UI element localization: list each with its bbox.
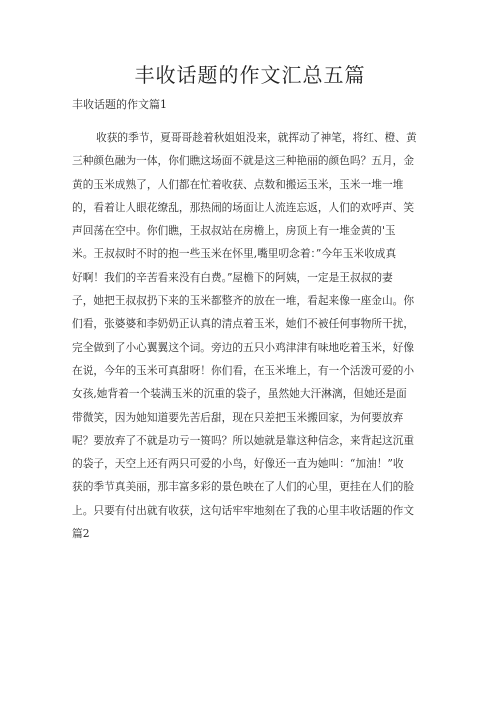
- essay-body: [72, 126, 440, 545]
- text-line: 篇2: [72, 527, 90, 541]
- text-line: 的袋子，天空上还有两只可爱的小鸟，好像还一直为她叫：“加油！”收: [72, 457, 404, 471]
- text-line: 三种颜色融为一体，你们瞧这场面不就是这三种艳丽的颜色吗？五月，金: [72, 154, 415, 168]
- text-line: 们看，张婆婆和李奶奶正认真的清点着玉米，她们不被任何事物所干扰，: [72, 317, 415, 331]
- text-line: 米。王叔叔时不时的抱一些玉米在怀里,嘴里叨念着：”今年玉米收成真: [72, 247, 397, 261]
- text-line: 子，她把王叔叔扔下来的玉米都整齐的放在一堆，看起来像一座金山。你: [72, 294, 415, 308]
- text-line: 在说，今年的玉米可真甜呀！你们看，在玉米堆上，有一个活泼可爱的小: [72, 363, 415, 377]
- text-line: 收获的季节，夏哥哥趁着秋姐姐没来，就挥动了神笔，将红、橙、黄: [96, 131, 417, 144]
- text-line: 黄的玉米成熟了，人们都在忙着收获、点数和搬运玉米，玉米一堆一堆: [72, 177, 404, 191]
- text-line: 声回荡在空中。你们瞧，王叔叔站在房檐上，房顶上有一堆金黄的'玉: [72, 224, 396, 238]
- text-line: 上。只要有付出就有收获，这句话牢牢地刻在了我的心里丰收话题的作文: [72, 503, 415, 517]
- text-line: 女孩,她背着一个装满玉米的沉重的袋子，虽然她大汗淋漓，但她还是面: [72, 387, 407, 401]
- text-line: 带微笑，因为她知道要先苦后甜，现在只差把玉米搬回家，为何要放弃: [72, 410, 404, 424]
- section-heading: 丰收话题的作文篇1: [72, 98, 167, 111]
- text-line: 的，看着让人眼花缭乱，那热闹的场面让人流连忘返，人们的欢呼声、笑: [72, 200, 415, 214]
- text-line: 好啊！我们的辛苦看来没有白费。”屋檐下的阿姨，一定是王叔叔的妻: [72, 270, 393, 284]
- text-line: 获的季节真美丽，那丰富多彩的景色映在了人们的心里，更挂在人们的脸: [72, 480, 415, 494]
- text-line: 呢？要放弃了不就是功亏一篑吗？所以她就是靠这种信念，来背起这沉重: [72, 433, 415, 447]
- text-line: 完全做到了小心翼翼这个词。旁边的五只小鸡津津有味地吃着玉米，好像: [72, 340, 415, 354]
- document-title: 丰收话题的作文汇总五篇: [134, 63, 366, 87]
